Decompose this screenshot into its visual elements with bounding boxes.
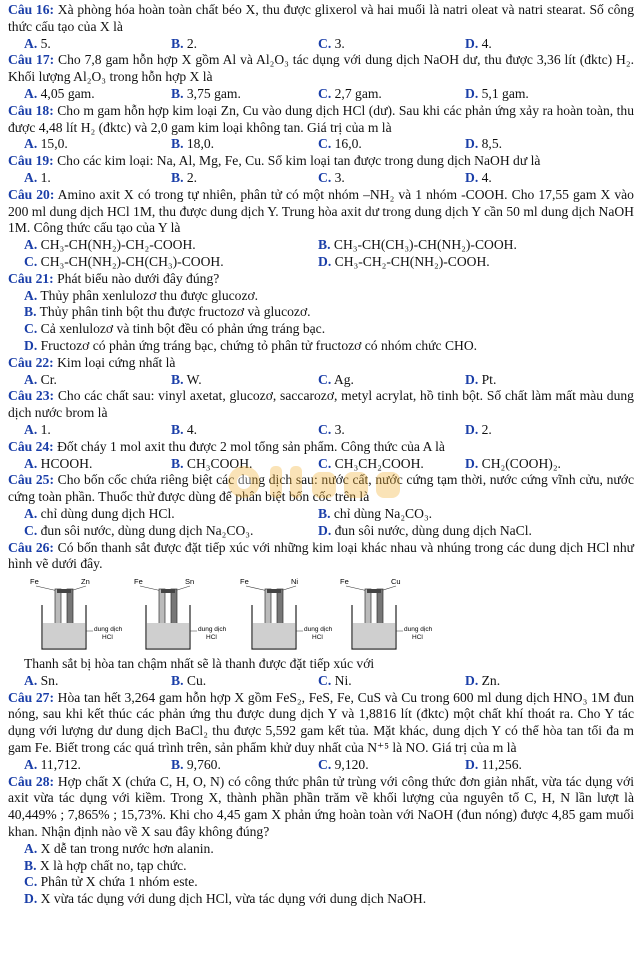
option-d[interactable]: D. đun sôi nước, dùng dung dịch NaCl. bbox=[318, 522, 532, 538]
option-a[interactable]: A. X dễ tan trong nước hơn alanin. bbox=[24, 840, 214, 856]
question-21 bbox=[8, 271, 634, 288]
question-26-stem2: Thanh sắt bị hòa tan chậm nhất sẽ là thanh được đặt tiếp xúc với bbox=[24, 656, 375, 672]
beaker-fe-sn bbox=[128, 575, 248, 653]
question-24-label: Câu 24: bbox=[8, 438, 54, 454]
option-b[interactable]: B. CH₃COOH. bbox=[171, 455, 253, 471]
solution-label: dung dịch bbox=[304, 626, 333, 634]
option-d[interactable]: D. 8,5. bbox=[465, 136, 503, 152]
option-a[interactable]: A. 11,712. bbox=[24, 756, 81, 772]
rod-label-left: Fe bbox=[134, 577, 143, 587]
question-22-options bbox=[8, 372, 634, 389]
option-a[interactable]: A. HCOOH. bbox=[24, 455, 93, 471]
option-c[interactable]: C. CH₃CH₂COOH. bbox=[318, 455, 424, 471]
question-26-options bbox=[8, 673, 634, 690]
option-d[interactable]: D. CH₂(COOH)₂. bbox=[465, 455, 561, 471]
option-b[interactable]: B. 9,760. bbox=[171, 756, 221, 772]
solution-label: dung dịch bbox=[404, 626, 433, 634]
rod-label-right: Zn bbox=[81, 577, 90, 587]
question-25-options-row1 bbox=[8, 506, 634, 523]
question-21-label: Câu 21: bbox=[8, 270, 54, 286]
option-d[interactable]: D. Fructozơ có phản ứng tráng bạc, chứng tỏ phân tử fructozơ có nhóm chức CHO. bbox=[24, 337, 478, 353]
option-c[interactable]: C. 9,120. bbox=[318, 756, 369, 772]
option-b[interactable]: B. CH₃-CH(CH₃)-CH(NH₂)-COOH. bbox=[318, 237, 517, 253]
question-24-options bbox=[8, 456, 634, 473]
question-25-label: Câu 25: bbox=[8, 472, 54, 488]
option-b[interactable]: B. 4. bbox=[171, 421, 198, 437]
question-25 bbox=[8, 472, 634, 506]
question-28-label: Câu 28: bbox=[8, 773, 55, 789]
question-28-text: Hợp chất X (chứa C, H, O, N) có công thức phân tử trùng với công thức đơn giản nhất, vừa tác dụng với axit vừa tác dụng với kiềm. Trong X, thành phần phần trăm về khối lượng của nguyên tố C, H, N lần lượt là 40,449% ; 7,865% ; 15,73%. Khi cho 4,45 gam X phản ứng hoàn toàn với NaOH (đun nóng) được 4,85 gam muối khan. Nhận định nào về X sau đây không đúng? bbox=[8, 773, 634, 840]
beaker-fe-cu bbox=[334, 575, 454, 653]
question-27-label: Câu 27: bbox=[8, 689, 54, 705]
option-a[interactable]: A. 4,05 gam. bbox=[24, 85, 95, 101]
question-19 bbox=[8, 153, 634, 170]
option-b[interactable]: B. 3,75 gam. bbox=[171, 85, 241, 101]
question-20-text: Amino axit X có trong tự nhiên, phân tử có một nhóm –NH₂ và 1 nhóm -COOH. Cho 17,55 gam X vào 200 ml dung dịch HCl 1M, thu được dung dịch Y. Trung hòa axit dư trong dung dịch Y cần 50 ml dung dịch NaOH 1M. Công thức cấu tạo của Y là bbox=[8, 186, 634, 236]
option-d[interactable]: D. X vừa tác dụng với dung dịch HCl, vừa tác dụng với dung dịch NaOH. bbox=[24, 891, 427, 907]
option-d[interactable]: D. 5,1 gam. bbox=[465, 85, 529, 101]
option-d[interactable]: D. 2. bbox=[465, 421, 492, 437]
option-d[interactable]: D. 4. bbox=[465, 35, 492, 51]
question-27 bbox=[8, 690, 634, 757]
question-19-text: Cho các kim loại: Na, Al, Mg, Fe, Cu. Số kim loại tan được trong dung dịch NaOH dư là bbox=[57, 153, 541, 169]
question-22-text: Kim loại cứng nhất là bbox=[57, 354, 176, 370]
beaker-figure bbox=[8, 575, 634, 653]
question-18-text: Cho m gam hỗn hợp kim loại Zn, Cu vào dung dịch HCl (dư). Sau khi các phản ứng xảy ra hoàn toàn, thu được 4,48 lít H₂ (đktc) và 2,0 gam kim loại không tan. Giá trị của m là bbox=[8, 102, 634, 135]
option-c[interactable]: C. 2,7 gam. bbox=[318, 85, 382, 101]
solution-name: HCl bbox=[102, 634, 113, 642]
option-c[interactable]: C. 3. bbox=[318, 421, 345, 437]
rod-label-left: Fe bbox=[340, 577, 349, 587]
option-b[interactable]: B. chỉ dùng Na₂CO₃. bbox=[318, 505, 433, 521]
option-b[interactable]: B. 2. bbox=[171, 169, 198, 185]
option-a[interactable]: A. 5. bbox=[24, 35, 51, 51]
option-b[interactable]: B. Thủy phân tinh bột thu được fructozơ và glucozơ. bbox=[24, 304, 311, 320]
question-19-label: Câu 19: bbox=[8, 153, 54, 169]
question-22-label: Câu 22: bbox=[8, 354, 54, 370]
question-26-label: Câu 26: bbox=[8, 539, 54, 555]
question-16 bbox=[8, 2, 634, 36]
solution-name: HCl bbox=[312, 634, 323, 642]
beaker-fe-zn bbox=[24, 575, 144, 653]
question-18-options bbox=[8, 136, 634, 153]
question-20-options-row2 bbox=[8, 254, 634, 271]
question-16-text: Xà phòng hóa hoàn toàn chất béo X, thu được glixerol và hai muối là natri oleat và natri stearat. Số công thức cấu tạo của X là bbox=[8, 2, 635, 34]
question-17 bbox=[8, 52, 634, 86]
option-b[interactable]: B. Cu. bbox=[171, 672, 207, 688]
option-c[interactable]: C. 3. bbox=[318, 35, 345, 51]
question-20-options-row1 bbox=[8, 237, 634, 254]
option-d[interactable]: D. Pt. bbox=[465, 371, 497, 387]
option-a[interactable]: A. CH₃-CH(NH₂)-CH₂-COOH. bbox=[24, 237, 196, 253]
solution-name: HCl bbox=[412, 634, 423, 642]
option-d[interactable]: D. 11,256. bbox=[465, 756, 522, 772]
option-c[interactable]: C. 16,0. bbox=[318, 136, 362, 152]
question-23-label: Câu 23: bbox=[8, 388, 55, 404]
question-22 bbox=[8, 355, 634, 372]
option-d[interactable]: D. 4. bbox=[465, 169, 492, 185]
question-23-options bbox=[8, 422, 634, 439]
option-a[interactable]: A. Thủy phân xenlulozơ thu được glucozơ. bbox=[24, 287, 259, 303]
option-c[interactable]: C. đun sôi nước, dùng dung dịch Na₂CO₃. bbox=[24, 522, 254, 538]
option-c[interactable]: C. 3. bbox=[318, 169, 345, 185]
question-20 bbox=[8, 187, 634, 237]
question-20-label: Câu 20: bbox=[8, 186, 55, 202]
solution-label: dung dịch bbox=[94, 626, 123, 634]
option-d[interactable]: D. CH₃-CH₂-CH(NH₂)-COOH. bbox=[318, 253, 490, 269]
option-d[interactable]: D. Zn. bbox=[465, 672, 501, 688]
question-19-options bbox=[8, 170, 634, 187]
question-24-text: Đốt cháy 1 mol axit thu được 2 mol tổng sản phẩm. Công thức của A là bbox=[57, 438, 445, 454]
option-c[interactable]: C. Phân tử X chứa 1 nhóm este. bbox=[24, 874, 198, 890]
question-24 bbox=[8, 439, 634, 456]
question-16-label: Câu 16: bbox=[8, 2, 55, 17]
option-a[interactable]: A. 15,0. bbox=[24, 136, 68, 152]
rod-label-right: Ni bbox=[291, 577, 299, 587]
option-c[interactable]: C. CH₃-CH(NH₂)-CH(CH₃)-COOH. bbox=[24, 253, 224, 269]
question-26-text: Có bốn thanh sắt được đặt tiếp xúc với những kim loại khác nhau và nhúng trong các dung dịch HCl như hình vẽ dưới đây. bbox=[8, 539, 634, 572]
option-c[interactable]: C. Cả xenlulozơ và tinh bột đều có phản ứng tráng bạc. bbox=[24, 321, 326, 337]
rod-label-right: Cu bbox=[391, 577, 401, 587]
question-16-options bbox=[8, 36, 634, 53]
option-a[interactable]: A. 1. bbox=[24, 421, 51, 437]
question-23 bbox=[8, 388, 634, 422]
question-27-text: Hòa tan hết 3,264 gam hỗn hợp X gồm FeS₂, FeS, Fe, CuS và Cu trong 600 ml dung dịch HNO₃ 1M đun nóng, sau khi kết thúc các phản ứng thu được dung dịch Y và 1,8816 lít (đktc) một chất khí thoát ra. Cho Y tác dụng với lượng dư dung dịch BaCl₂ thu được 5,592 gam kết tủa. Mặt khác, dung dịch Y có thể hòa tan tối đa m gam Fe. Biết trong các quá trình trên, sản phẩm khử duy nhất của N⁺⁵ là NO. Giá trị của m là bbox=[8, 689, 634, 756]
question-26 bbox=[8, 540, 634, 574]
solution-label: dung dịch bbox=[198, 626, 227, 634]
option-b[interactable]: B. 18,0. bbox=[171, 136, 215, 152]
option-a[interactable]: A. Sn. bbox=[24, 672, 59, 688]
rod-label-left: Fe bbox=[30, 577, 39, 587]
question-25-text: Cho bốn cốc chứa riêng biệt các dung dịch sau: nước cất, nước cứng tạm thời, nước cứng vĩnh cửu, nước cứng toàn phần. Thuốc thử được dùng để phân biệt bốn cốc trên là bbox=[8, 472, 634, 505]
question-17-text: Cho 7,8 gam hỗn hợp X gồm Al và Al₂O₃ tác dụng với dung dịch NaOH dư, thu được 3,36 lít (đktc) H₂. Khối lượng Al₂O₃ trong hỗn hợp X là bbox=[8, 52, 634, 85]
option-b[interactable]: B. 2. bbox=[171, 35, 198, 51]
exam-page bbox=[8, 2, 634, 908]
question-27-options bbox=[8, 757, 634, 774]
question-18 bbox=[8, 103, 634, 137]
question-17-label: Câu 17: bbox=[8, 52, 55, 68]
option-a[interactable]: A. Cr. bbox=[24, 371, 57, 387]
option-b[interactable]: B. X là hợp chất no, tạp chức. bbox=[24, 857, 187, 873]
question-28 bbox=[8, 774, 634, 841]
rod-label-right: Sn bbox=[185, 577, 195, 587]
question-23-text: Cho các chất sau: vinyl axetat, glucozơ, saccarozơ, metyl acrylat, hồ tinh bột. Số chất làm mất màu dung dịch nước brom là bbox=[8, 388, 634, 421]
question-21-text: Phát biểu nào dưới đây đúng? bbox=[57, 270, 220, 286]
rod-label-left: Fe bbox=[240, 577, 249, 587]
question-17-options bbox=[8, 86, 634, 103]
question-18-label: Câu 18: bbox=[8, 102, 54, 118]
option-b[interactable]: B. W. bbox=[171, 371, 202, 387]
option-c[interactable]: C. Ag. bbox=[318, 371, 354, 387]
option-a[interactable]: A. 1. bbox=[24, 169, 51, 185]
question-25-options-row2 bbox=[8, 523, 634, 540]
option-a[interactable]: A. chỉ dùng dung dịch HCl. bbox=[24, 505, 175, 521]
option-c[interactable]: C. Ni. bbox=[318, 672, 352, 688]
solution-name: HCl bbox=[206, 634, 217, 642]
